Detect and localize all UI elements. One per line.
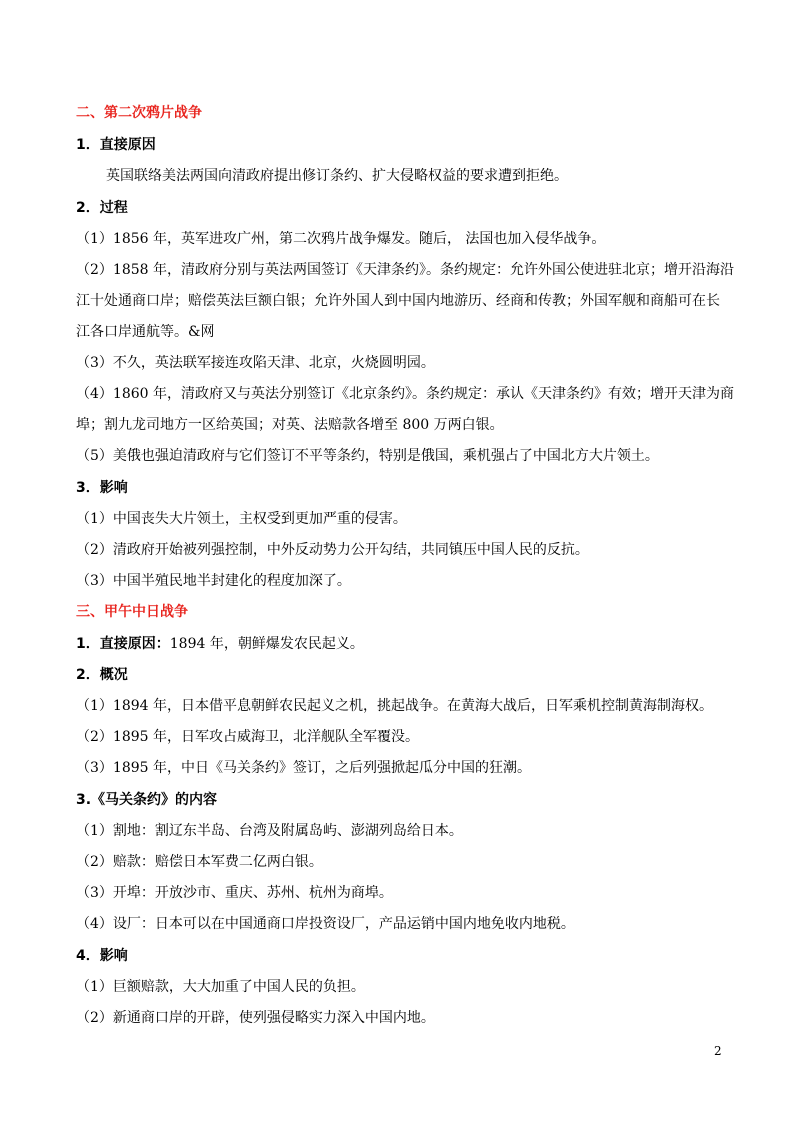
paragraph: （1）巨额赔款，大大加重了中国人民的负担。 <box>76 979 365 995</box>
paragraph: （3）开埠：开放沙市、重庆、苏州、杭州为商埠。 <box>76 885 393 901</box>
section-title-sino-japanese-war: 三、甲午中日战争 <box>76 604 188 620</box>
paragraph: （3）中国半殖民地半封建化的程度加深了。 <box>76 573 351 589</box>
heading-direct-cause: 1．直接原因 <box>76 137 156 153</box>
heading-impact: 3．影响 <box>76 480 128 496</box>
paragraph: （3）1895 年，中日《马关条约》签订，之后列强掀起瓜分中国的狂潮。 <box>76 760 531 776</box>
paragraph: （2）新通商口岸的开辟，使列强侵略实力深入中国内地。 <box>76 1010 435 1026</box>
heading-treaty-content: 3.《马关条约》的内容 <box>76 792 218 808</box>
paragraph: （1）中国丧失大片领土，主权受到更加严重的侵害。 <box>76 511 407 527</box>
paragraph: （1）割地：割辽东半岛、台湾及附属岛屿、澎湖列岛给日本。 <box>76 823 463 839</box>
heading-direct-cause: 1．直接原因： <box>76 636 170 652</box>
direct-cause-text: 1894 年，朝鲜爆发农民起义。 <box>169 636 364 652</box>
heading-overview: 2．概况 <box>76 667 128 683</box>
paragraph: （2）1895 年，日军攻占威海卫，北洋舰队全军覆没。 <box>76 729 419 745</box>
paragraph: 江十处通商口岸；赔偿英法巨额白银；允许外国人到中国内地游历、经商和传教；外国军舰和商船可在长 <box>76 293 720 309</box>
paragraph: 埠；割九龙司地方一区给英国；对英、法赔款各增至 800 万两白银。 <box>76 417 504 433</box>
paragraph: （2）清政府开始被列强控制，中外反动势力公开勾结，共同镇压中国人民的反抗。 <box>76 542 589 558</box>
heading-impact: 4．影响 <box>76 948 128 964</box>
paragraph: （5）美俄也强迫清政府与它们签订不平等条约，特别是俄国，乘机强占了中国北方大片领土。 <box>76 448 659 464</box>
paragraph: （4）1860 年，清政府又与英法分别签订《北京条约》。条约规定：承认《天津条约》有效；增开天津为商 <box>76 386 734 402</box>
paragraph: 英国联络美法两国向清政府提出修订条约、扩大侵略权益的要求遭到拒绝。 <box>106 168 568 184</box>
section-title-second-opium-war: 二、第二次鸦片战争 <box>76 105 202 121</box>
paragraph: （2）1858 年，清政府分别与英法两国签订《天津条约》。条约规定：允许外国公使进驻北京；增开沿海沿 <box>76 262 734 278</box>
paragraph-direct-cause <box>76 635 726 653</box>
paragraph: （4）设厂：日本可以在中国通商口岸投资设厂，产品运销中国内地免收内地税。 <box>76 916 575 932</box>
paragraph: （2）赔款：赔偿日本军费二亿两白银。 <box>76 854 323 870</box>
paragraph: 江各口岸通航等。&网 <box>76 324 215 340</box>
heading-process: 2．过程 <box>76 200 128 216</box>
paragraph: （3）不久，英法联军接连攻陷天津、北京，火烧圆明园。 <box>76 355 435 371</box>
paragraph: （1）1894 年，日本借平息朝鲜农民起义之机，挑起战争。在黄海大战后，日军乘机控制黄海制海权。 <box>76 698 713 714</box>
page-number: 2 <box>714 1044 722 1058</box>
paragraph: （1）1856 年，英军进攻广州，第二次鸦片战争爆发。随后， 法国也加入侵华战争。 <box>76 231 606 247</box>
